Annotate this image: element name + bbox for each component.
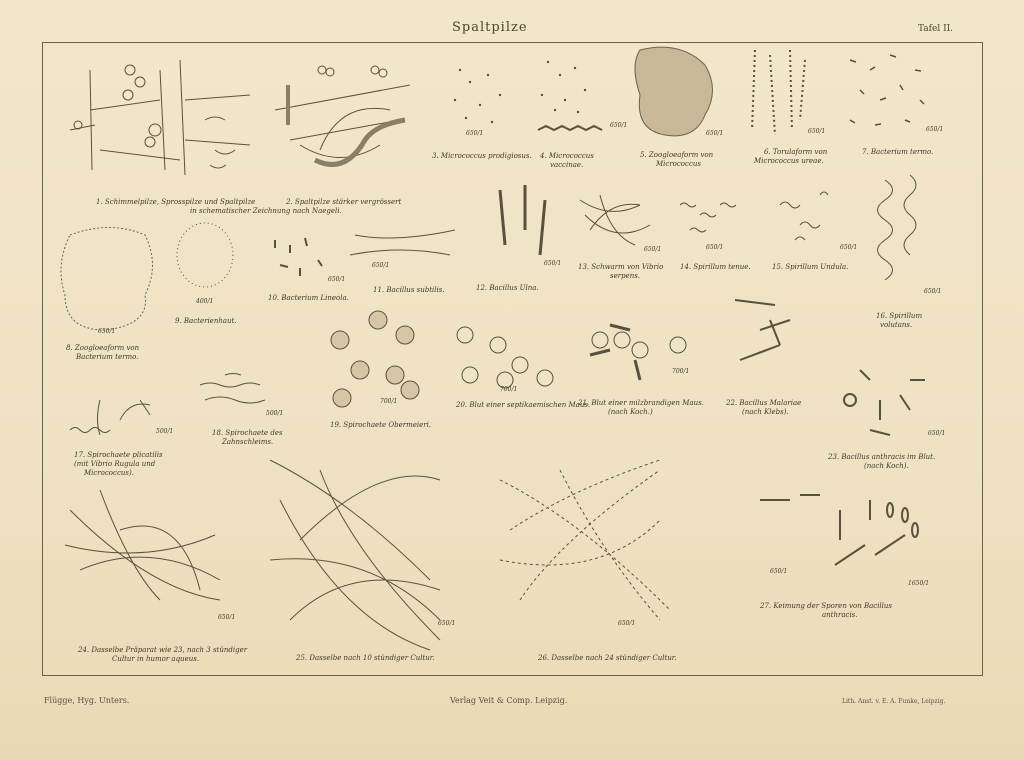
caption-fig-7: 7. Bacterium termo. (862, 148, 934, 156)
magnification-fig-18: 500/1 (266, 410, 284, 417)
magnification-fig-9: 400/1 (196, 298, 214, 305)
figure-23-rods (844, 370, 925, 435)
magnification-fig-27-a: 650/1 (770, 568, 788, 575)
caption-fig-17-line-3: Micrococcus). (84, 469, 134, 477)
caption-fig-15: 15. Spirillum Undula. (772, 263, 849, 271)
figure-20-cells (457, 327, 553, 388)
magnification-fig-12: 650/1 (544, 260, 562, 267)
figure-16-spirillum (878, 175, 917, 280)
figure-18-spirochaete (200, 374, 265, 404)
figure-26-chains (500, 460, 670, 620)
magnification-fig-3: 650/1 (466, 130, 484, 137)
caption-fig-13: 13. Schwarm von Vibrio (578, 263, 664, 271)
magnification-fig-17: 500/1 (156, 428, 174, 435)
magnification-fig-7: 650/1 (926, 126, 944, 133)
caption-fig-24-line-2: Cultur in humor aqueus. (112, 655, 200, 663)
caption-fig-5-line-2: Micrococcus (656, 160, 701, 168)
caption-fig-19: 19. Spirochaete Obermeieri. (330, 421, 432, 429)
figure-12-rods (500, 185, 545, 255)
figure-6-chains (752, 50, 805, 135)
caption-fig-14: 14. Spirillum tenue. (680, 263, 751, 271)
caption-fig-12: 12. Bacillus Ulna. (476, 284, 539, 292)
caption-fig-27: 27. Keimung der Sporen von Bacillus (760, 602, 893, 610)
magnification-fig-20: 700/1 (500, 386, 518, 393)
caption-fig-9: 9. Bacterienhaut. (175, 317, 237, 325)
magnification-fig-19: 700/1 (380, 398, 398, 405)
magnification-fig-5: 650/1 (706, 130, 724, 137)
figure-19-cells (331, 311, 419, 407)
caption-fig-23-line-2: (nach Koch). (864, 462, 909, 470)
caption-fig-1-line-2: in schematischer Zeichnung nach Naegeli. (190, 207, 342, 215)
magnification-fig-14: 650/1 (706, 244, 724, 251)
magnification-fig-26: 650/1 (618, 620, 636, 627)
figure-14-spirilla (680, 203, 736, 232)
magnification-fig-25: 650/1 (438, 620, 456, 627)
footer-center: Verlag Veit & Comp. Leipzig. (450, 696, 568, 705)
figure-10-rods (275, 238, 322, 276)
caption-fig-18-line-2: Zahnschleims. (222, 438, 274, 446)
figure-25-threads (270, 460, 440, 650)
caption-fig-16-line-2: volutans. (880, 321, 913, 329)
caption-fig-25: 25. Dasselbe nach 10 stündiger Cultur. (296, 654, 435, 662)
figure-1-drawing (70, 60, 250, 175)
caption-fig-6-line-2: Micrococcus ureae. (754, 157, 824, 165)
footer-right: Lith. Anst. v. E. A. Funke, Leipzig. (842, 698, 946, 705)
magnification-fig-16: 650/1 (924, 288, 942, 295)
caption-fig-4: 4. Micrococcus (540, 152, 594, 160)
caption-fig-20: 20. Blut einer septikaemischen Maus. (456, 401, 591, 409)
magnification-fig-27-b: 1650/1 (908, 580, 930, 587)
caption-fig-3: 3. Micrococcus prodigiosus. (432, 152, 532, 160)
caption-fig-16: 16. Spirillum (876, 312, 923, 320)
caption-fig-22: 22. Bacillus Malariae (726, 399, 802, 407)
caption-fig-17: 17. Spirochaete plicatilis (74, 451, 163, 459)
caption-fig-10: 10. Bacterium Lineola. (268, 294, 349, 302)
caption-fig-13-line-2: serpens. (610, 272, 641, 280)
figure-17-spirochaete (70, 400, 150, 435)
figure-27-spores (760, 495, 918, 565)
caption-fig-17-line-2: (mit Vibrio Rugula und (74, 460, 156, 468)
figure-7-rods (850, 55, 924, 125)
magnification-fig-8: 650/1 (98, 328, 116, 335)
magnification-fig-4: 650/1 (610, 122, 628, 129)
caption-fig-6: 6. Torulaform von (764, 148, 828, 156)
caption-fig-24: 24. Dasselbe Präparat wie 23, nach 3 stündiger (78, 646, 248, 654)
caption-fig-11: 11. Bacillus subtilis. (373, 286, 445, 294)
magnification-fig-10: 650/1 (328, 276, 346, 283)
caption-fig-22-line-2: (nach Klebs). (742, 408, 789, 416)
magnification-fig-13: 650/1 (644, 246, 662, 253)
figure-24-threads (65, 490, 220, 600)
caption-fig-21-line-2: (nach Koch.) (608, 408, 653, 416)
plate-number: Tafel II. (918, 24, 954, 34)
magnification-fig-23: 650/1 (928, 430, 946, 437)
caption-fig-4-line-2: vaccinae. (550, 161, 584, 169)
figure-13-swarm (580, 195, 650, 245)
figure-5-zoogloea (635, 47, 713, 136)
caption-fig-8: 8. Zoogloeaform von (66, 344, 140, 352)
caption-fig-1: 1. Schimmelpilze, Sprosspilze und Spaltpilze (96, 198, 256, 206)
figure-8-zoogloea (61, 228, 153, 331)
caption-fig-23: 23. Bacillus anthracis im Blut. (828, 453, 936, 461)
plate-title: Spaltpilze (452, 20, 528, 35)
caption-fig-21: 21. Blut einer milzbrandigen Maus. (578, 399, 704, 407)
figure-2-drawing (275, 66, 410, 165)
caption-fig-27-line-2: anthracis. (822, 611, 858, 619)
magnification-fig-11: 650/1 (372, 262, 390, 269)
caption-fig-18: 18. Spirochaete des (212, 429, 283, 437)
caption-fig-8-line-2: Bacterium termo. (76, 353, 139, 361)
figure-11-rods (350, 230, 455, 255)
footer-left: Flügge, Hyg. Unters. (44, 696, 130, 705)
figure-15-spirilla (780, 192, 828, 240)
caption-fig-26: 26. Dasselbe nach 24 stündiger Cultur. (538, 654, 677, 662)
magnification-fig-24: 650/1 (218, 614, 236, 621)
magnification-fig-21: 700/1 (672, 368, 690, 375)
magnification-fig-6: 650/1 (808, 128, 826, 135)
figure-22-rods (735, 300, 790, 360)
magnification-fig-15: 650/1 (840, 244, 858, 251)
caption-fig-5: 5. Zoogloeaform von (640, 151, 714, 159)
caption-fig-2: 2. Spaltpilze stärker vergrössert (286, 198, 402, 206)
figure-9-film (177, 223, 233, 287)
figure-3-4-dots (454, 61, 586, 123)
